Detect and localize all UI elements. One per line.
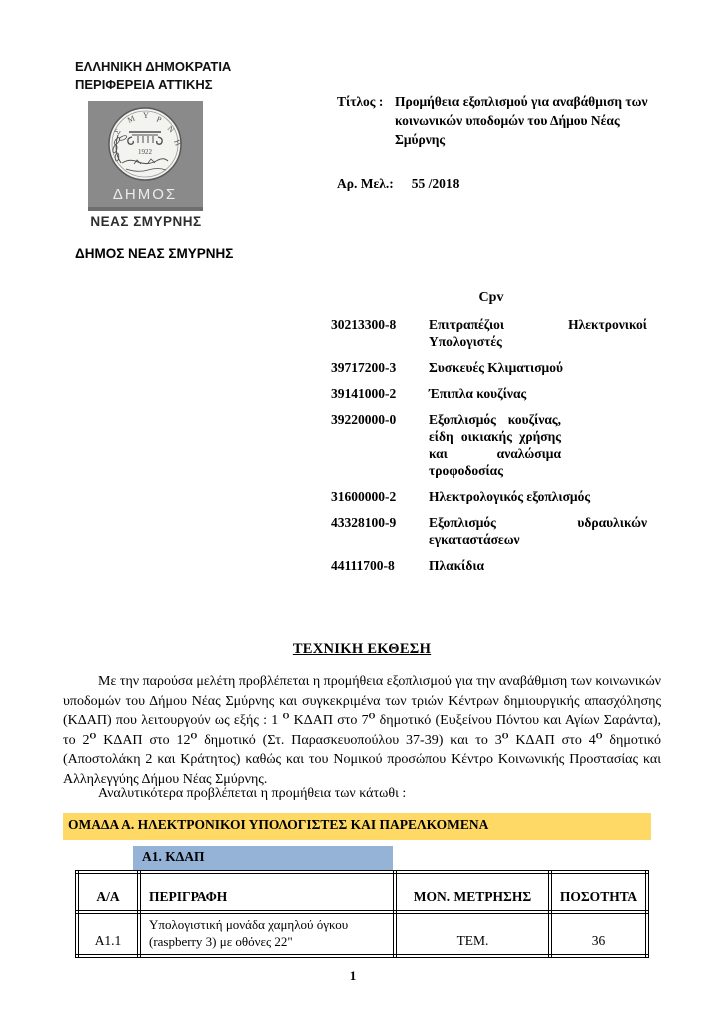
logo-year-text: 1922 [138,148,152,156]
municipal-seal-icon [88,101,203,211]
cpv-label: Εξοπλισμός υδραυλικών εγκαταστάσεων [429,515,647,547]
svg-text:Η: Η [172,138,183,148]
column-header-id: Α/Α [77,872,139,912]
cpv-item [331,514,671,548]
cpv-section [331,290,671,583]
cpv-code: 39717200-3 [331,360,397,375]
cpv-item [331,385,671,402]
svg-text:Υ: Υ [143,111,149,120]
group-a-heading: ΟΜΑΔΑ Α. ΗΛΕΚΤΡΟΝΙΚΟΙ ΥΠΟΛΟΓΙΣΤΕΣ ΚΑΙ ΠΑΡΕΛΚΟΜΕΝΑ [63,813,651,840]
study-number-value: 55 /2018 [411,176,460,191]
cpv-item [331,488,671,505]
cpv-item [331,411,671,479]
cpv-heading: Cpv [478,290,504,305]
technical-report-intro: Αναλυτικότερα προβλέπεται η προμήθεια των κάτωθι : [98,786,407,801]
table-header-row [77,872,647,912]
cpv-label: Έπιπλα κουζίνας [429,386,527,401]
department-name: ΔΗΜΟΣ ΝΕΑΣ ΣΜΥΡΝΗΣ [75,246,234,261]
group-a1-subheading: Α1. ΚΔΑΠ [133,846,393,870]
cpv-code: 43328100-9 [331,515,397,530]
cpv-label: Επιτραπέζιοι Ηλεκτρονικοί Υπολογιστές [429,317,647,349]
cpv-code: 30213300-8 [331,317,397,332]
cpv-label: Πλακίδια [429,558,485,573]
row-unit: ΤΕΜ. [395,912,550,956]
cpv-code: 39220000-0 [331,412,397,427]
row-description: Υπολογιστική μονάδα χαμηλού όγκου (raspberry 3) με οθόνες 22" [139,912,395,956]
svg-text:Μ: Μ [126,113,137,125]
column-header-quantity: ΠΟΣΟΤΗΤΑ [550,872,647,912]
gov-line-region: ΠΕΡΙΦΕΡΕΙΑ ΑΤΤΙΚΗΣ [75,77,213,92]
svg-text:Ρ: Ρ [155,114,163,125]
technical-report-paragraph: Με την παρούσα μελέτη προβλέπεται η προμήθεια εξοπλισμού για την αναβάθμιση των κοινωνικών υποδομών του Δήμου Νέας Σμύρνης και συγκεκριμένα των τριών Κέντρων δημιουργικής απασχόλησης (ΚΔΑΠ) που λειτουργούν ως εξής : 1 $^O$ ΚΔΑΠ στο $7^O$ δημοτικό (Ευξείνου Πόντου και Αγίων Σαράντα), το $2^O$ ΚΔΑΠ στο $12^O$ δημοτικό (Στ. Παρασκευοπούλου 37-39) και το $3^O$ ΚΔΑΠ στο $4^O$ δημοτικό (Αποστολάκη 2 και Κράτητος) καθώς και του Νομικού προσώπου Κέντρο Κοινωνικής Προστασίας και Αλληλεγγύης Δήμου Νέας Σμύρνης. [63,674,661,787]
cpv-label: Ηλεκτρολογικός εξοπλισμός [429,489,591,504]
row-id: Α1.1 [77,912,139,956]
column-header-unit: ΜΟΝ. ΜΕΤΡΗΣΗΣ [395,872,550,912]
cpv-code: 39141000-2 [331,386,397,401]
title-block [337,92,677,149]
cpv-item [331,359,671,376]
svg-text:Σ: Σ [112,126,123,137]
gov-line-republic: ΕΛΛΗΝΙΚΗ ΔΗΜΟΚΡΑΤΙΑ [75,59,232,74]
logo-inner-caption-text: ΔΗΜΟΣ [112,186,178,203]
government-header [75,58,231,94]
row-quantity: 36 [550,912,647,956]
page-number: 1 [349,968,357,983]
column-header-description: ΠΕΡΙΓΡΑΦΗ [139,872,395,912]
svg-text:Ν: Ν [165,124,177,135]
cpv-item [331,557,671,574]
items-table [75,870,649,958]
table-row [77,912,647,956]
study-number-line [337,176,459,192]
cpv-code: 31600000-2 [331,489,397,504]
technical-report-heading: ΤΕΧΝΙΚΗ ΕΚΘΕΣΗ [292,641,432,657]
cpv-label: Εξοπλισμός κουζίνας, είδη οικιακής χρήσης και αναλώσιμα τροφοδοσίας [429,412,561,478]
logo-outer-caption: ΝΕΑΣ ΣΜΥΡΝΗΣ [90,214,202,229]
title-text: Προμήθεια εξοπλισμού για αναβάθμιση των κοινωνικών υποδομών του Δήμου Νέας Σμύρνης [395,94,648,147]
title-label: Τίτλος : [337,94,384,109]
municipality-logo [88,101,203,211]
cpv-label: Συσκευές Κλιματισμού [429,360,563,375]
study-number-label: Αρ. Μελ.: [337,176,394,191]
cpv-item [331,316,671,350]
cpv-code: 44111700-8 [331,558,395,573]
